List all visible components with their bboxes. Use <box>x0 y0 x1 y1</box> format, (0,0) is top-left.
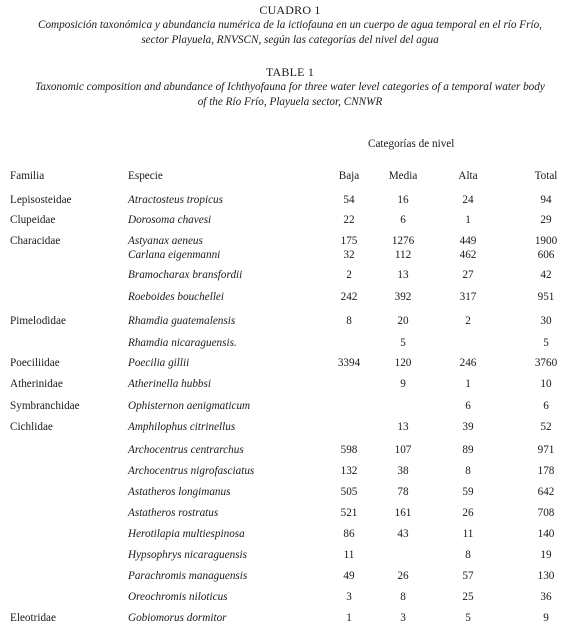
cell-media: 78 <box>397 486 409 498</box>
cell-baja: 175 <box>340 235 358 247</box>
cell-especie: Gobiomorus dormitor <box>128 612 227 624</box>
cell-total: 30 <box>540 315 552 327</box>
cell-especie: Carlana eigenmanni <box>128 249 221 261</box>
cell-alta: 27 <box>462 269 474 281</box>
column-header-baja: Baja <box>338 170 360 182</box>
cell-media: 43 <box>397 528 409 540</box>
cell-familia: Pimelodidae <box>10 315 66 327</box>
cell-alta: 59 <box>462 486 474 498</box>
cell-alta: 39 <box>462 421 474 433</box>
cell-media: 3 <box>400 612 406 624</box>
cell-media: 392 <box>394 291 412 303</box>
cell-especie: Roeboides bouchellei <box>128 291 224 303</box>
cell-media: 20 <box>397 315 409 327</box>
cuadro-description-line-1: Composición taxonómica y abundancia numérica de la ictiofauna en un cuerpo de agua temporal en el río Frío, <box>38 19 542 31</box>
cell-alta: 11 <box>462 528 474 540</box>
column-header-total: Total <box>534 170 558 182</box>
column-header-alta: Alta <box>458 170 478 182</box>
cell-total: 42 <box>540 269 552 281</box>
cell-baja: 598 <box>340 444 358 456</box>
cell-total: 606 <box>537 249 555 261</box>
cell-especie: Rhamdia nicaraguensis. <box>128 337 237 349</box>
cell-baja: 521 <box>340 507 358 519</box>
cell-total: 642 <box>537 486 555 498</box>
cell-especie: Astatheros rostratus <box>128 507 219 519</box>
cell-familia: Atherinidae <box>10 378 63 390</box>
cell-alta: 25 <box>462 591 474 603</box>
cell-familia: Lepisosteidae <box>10 194 72 206</box>
cell-media: 13 <box>397 269 409 281</box>
cell-total: 951 <box>537 291 555 303</box>
cell-media: 26 <box>397 570 409 582</box>
cell-alta: 8 <box>465 465 471 477</box>
cell-especie: Hypsophrys nicaraguensis <box>128 549 248 561</box>
cell-total: 971 <box>537 444 555 456</box>
table-description <box>30 80 550 110</box>
cell-media: 112 <box>394 249 412 261</box>
cell-media: 9 <box>400 378 406 390</box>
column-header-familia: Familia <box>10 170 45 182</box>
cell-total: 130 <box>537 570 555 582</box>
cell-familia: Symbranchidae <box>10 400 80 412</box>
cell-total: 19 <box>540 549 552 561</box>
cell-alta: 5 <box>465 612 471 624</box>
cell-total: 708 <box>537 507 555 519</box>
cell-especie: Rhamdia guatemalensis <box>128 315 236 327</box>
cell-media: 6 <box>400 214 406 226</box>
cuadro-description <box>30 18 550 48</box>
cell-media: 38 <box>397 465 409 477</box>
cell-alta: 1 <box>465 214 471 226</box>
table-title: TABLE 1 <box>265 65 315 79</box>
cell-baja: 86 <box>343 528 355 540</box>
cell-especie: Astyanax aeneus <box>128 235 203 247</box>
cuadro-description-line-2: sector Playuela, RNVSCN, según las categorías del nivel del agua <box>141 34 439 46</box>
cell-total: 140 <box>537 528 555 540</box>
cell-baja: 22 <box>343 214 355 226</box>
cell-baja: 3 <box>346 591 352 603</box>
cell-media: 8 <box>400 591 406 603</box>
cell-media: 5 <box>400 337 406 349</box>
column-group-header: Categorías de nivel <box>368 138 455 150</box>
cell-baja: 8 <box>346 315 352 327</box>
cell-especie: Oreochromis niloticus <box>128 591 228 603</box>
cell-alta: 462 <box>459 249 477 261</box>
cell-especie: Archocentrus centrarchus <box>128 444 244 456</box>
cell-alta: 89 <box>462 444 474 456</box>
table-description-line-2: of the Río Frío, Playuela sector, CNNWR <box>197 96 383 108</box>
cell-total: 5 <box>543 337 549 349</box>
cell-baja: 11 <box>343 549 355 561</box>
cell-especie: Poecilia gillii <box>128 357 190 369</box>
cell-total: 3760 <box>534 357 558 369</box>
cell-total: 36 <box>540 591 552 603</box>
cell-baja: 54 <box>343 194 355 206</box>
cell-especie: Archocentrus nigrofasciatus <box>128 465 255 477</box>
cell-baja: 132 <box>340 465 358 477</box>
cell-alta: 57 <box>462 570 474 582</box>
cell-especie: Astatheros longimanus <box>128 486 231 498</box>
cell-alta: 6 <box>465 400 471 412</box>
cell-baja: 505 <box>340 486 358 498</box>
cell-baja: 32 <box>343 249 355 261</box>
cell-total: 29 <box>540 214 552 226</box>
cell-total: 178 <box>537 465 555 477</box>
cell-media: 13 <box>397 421 409 433</box>
column-header-media: Media <box>388 170 418 182</box>
cell-especie: Atractosteus tropicus <box>128 194 223 206</box>
cell-alta: 2 <box>465 315 471 327</box>
cell-alta: 24 <box>462 194 474 206</box>
cell-baja: 49 <box>343 570 355 582</box>
cuadro-title: CUADRO 1 <box>259 3 321 17</box>
cell-baja: 3394 <box>337 357 361 369</box>
cell-especie: Dorosoma chavesi <box>128 214 212 226</box>
cell-media: 1276 <box>391 235 415 247</box>
cell-baja: 2 <box>346 269 352 281</box>
cell-total: 52 <box>540 421 552 433</box>
cell-familia: Characidae <box>10 235 61 247</box>
cell-baja: 242 <box>340 291 358 303</box>
column-header-especie: Especie <box>128 170 163 182</box>
cell-especie: Ophisternon aenigmaticum <box>128 400 251 412</box>
cell-especie: Amphilophus citrinellus <box>128 421 236 433</box>
cell-total: 9 <box>543 612 549 624</box>
cell-alta: 246 <box>459 357 477 369</box>
cell-especie: Bramocharax bransfordii <box>128 269 243 281</box>
cell-total: 94 <box>540 194 552 206</box>
cell-media: 161 <box>394 507 412 519</box>
cell-especie: Parachromis managuensis <box>128 570 248 582</box>
cell-alta: 1 <box>465 378 471 390</box>
table-description-line-1: Taxonomic composition and abundance of Ichthyofauna for three water level categories of a temporal water body <box>35 81 545 93</box>
cell-familia: Eleotridae <box>10 612 56 624</box>
cell-especie: Herotilapia multiespinosa <box>128 528 245 540</box>
cell-familia: Poeciliidae <box>10 357 60 369</box>
cell-familia: Clupeidae <box>10 214 56 226</box>
cell-alta: 8 <box>465 549 471 561</box>
cell-media: 16 <box>397 194 409 206</box>
cell-baja: 1 <box>346 612 352 624</box>
cell-alta: 317 <box>459 291 477 303</box>
cell-total: 10 <box>540 378 552 390</box>
cell-media: 120 <box>394 357 412 369</box>
cell-familia: Cichlidae <box>10 421 53 433</box>
cell-total: 1900 <box>534 235 558 247</box>
cell-media: 107 <box>394 444 412 456</box>
cell-alta: 449 <box>459 235 477 247</box>
cell-total: 6 <box>543 400 549 412</box>
cell-especie: Atherinella hubbsi <box>128 378 211 390</box>
cell-alta: 26 <box>462 507 474 519</box>
